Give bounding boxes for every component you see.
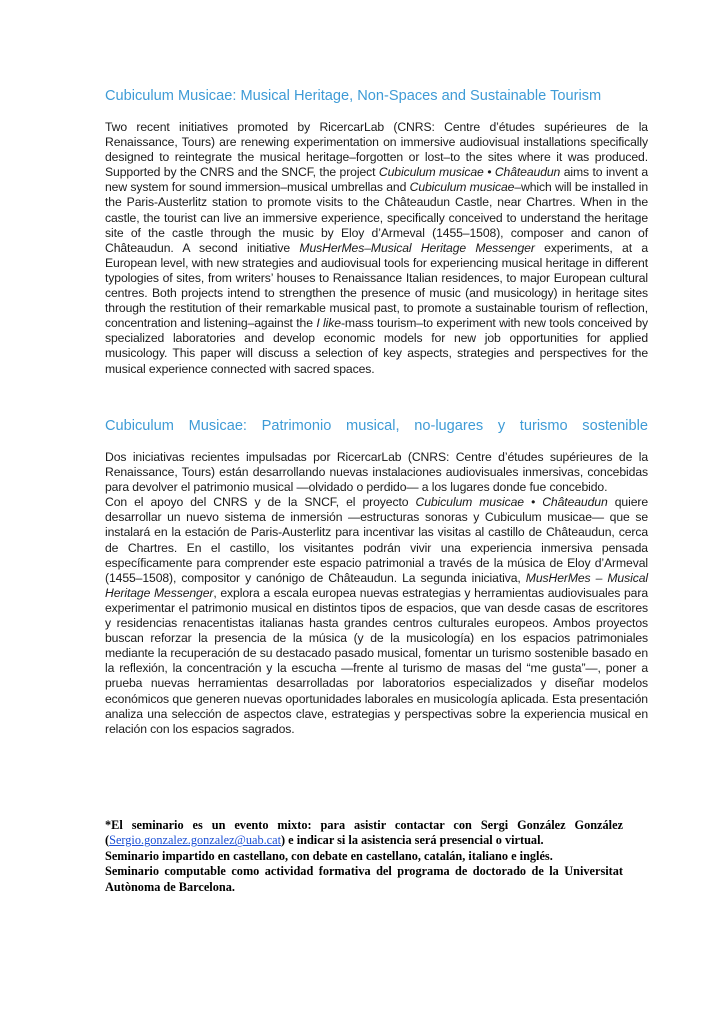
english-title: Cubiculum Musicae: Musical Heritage, Non-Spaces and Sustainable Tourism — [105, 88, 602, 104]
spanish-abstract-section — [105, 416, 648, 737]
english-abstract-text: Two recent initiatives promoted by RicercarLab (CNRS: Centre d’études supérieures de la Renaissance, Tours) are renewing experimentation on immersive audiovisual installations specifically designed to reintegrate the musical heritage–forgotten or lost–to the sites where it was produced. Supported by the CNRS and the SNCF, the project Cubiculum musicae • Châteaudun aims to invent a new system for sound immersion–musical umbrellas and Cubiculum musicae–which will be installed in the Paris-Austerlitz station to promote visits to the Châteaudun Castle, near Chartres. When in the castle, the tourist can live an immersive experience, specifically conceived to understand the heritage site of the castle through the music by Eloy d’Armeval (1455–1508), composer and canon of Châteaudun. A second initiative MusHerMes–Musical Heritage Messenger experiments, at a European level, with new strategies and audiovisual tools for experiencing musical heritage in different typologies of sites, from writers’ houses to Renaissance Italian residences, to major European cultural centres. Both projects intend to strengthen the presence of music (and musicology) in heritage sites through the restitution of their remarkable musical past, to promote a sustainable tourism of reflection, concentration and listening–against the I like-mass tourism–to experiment with new tools conceived by specialized laboratories and develop economic models for new job opportunities for applied musicology. This paper will discuss a selection of key aspects, strategies and perspectives for the musical experience connected with sacred spaces. — [105, 120, 649, 376]
spanish-title: Cubiculum Musicae: Patrimonio musical, no-lugares y turismo sostenible — [105, 418, 648, 434]
seminar-note — [105, 818, 623, 895]
spanish-abstract-text: Dos iniciativas recientes impulsadas por RicercarLab (CNRS: Centre d’études supérieures de la Renaissance, Tours) están desarrollando nuevas instalaciones audiovisuales inmersivas, concebidas para devolver el patrimonio musical —olvidado o perdido— a los lugares donde fue concebido. Con el apoyo del CNRS y de la SNCF, el proyecto Cubiculum musicae • Châteaudun quiere desarrollar un nuevo sistema de inmersión —estructuras sonoras y Cubiculum musicae— que se instalará en la estación de Paris-Austerlitz para incentivar las visitas al castillo de Châteaudun, cerca de Chartres. En el castillo, los visitantes podrán vivir una experiencia inmersiva pensada específicamente para comprender este espacio patrimonial a través de la música de Eloy d’Armeval (1455–1508), compositor y canónigo de Châteaudun. La segunda iniciativa, MusHerMes – Musical Heritage Messenger, explora a escala europea nuevas estrategias y herramientas audiovisuales para experimentar el patrimonio musical en distintos tipos de espacios, que van desde casas de escritores y residencias renacentistas italianas hasta grandes centros culturales europeos. Ambos proyectos buscan reforzar la presencia de la música (y de la musicología) en los espacios patrimoniales mediante la recuperación de su destacado pasado musical, fomentar un turismo sostenible basado en la reflexión, la concentración y la escucha —frente al turismo de masas del “me gusta”—, poner a prueba nuevas herramientas desarrolladas por laboratorios especializados y diseñar modelos económicos que generen nuevas oportunidades laborales en musicología aplicada. Esta presentación analiza una selección de aspectos clave, estrategias y perspectivas sobre la experiencia musical en relación con los espacios sagrados. — [105, 450, 649, 736]
contact-email-link[interactable]: Sergio.gonzalez.gonzalez@uab.cat — [109, 833, 282, 848]
seminar-language-line: Seminario impartido en castellano, con debate en castellano, catalán, italiano e inglés. — [105, 848, 553, 863]
english-abstract-section — [105, 86, 648, 377]
seminar-contact-line: *El seminario es un evento mixto: para asistir contactar con Sergi González González (Sergio.gonzalez.gonzalez@uab.cat) e indicar si la asistencia será presencial o virtual. — [105, 818, 623, 848]
seminar-credit-line: Seminario computable como actividad formativa del programa de doctorado de la Universitat Autònoma de Barcelona. — [105, 864, 623, 894]
